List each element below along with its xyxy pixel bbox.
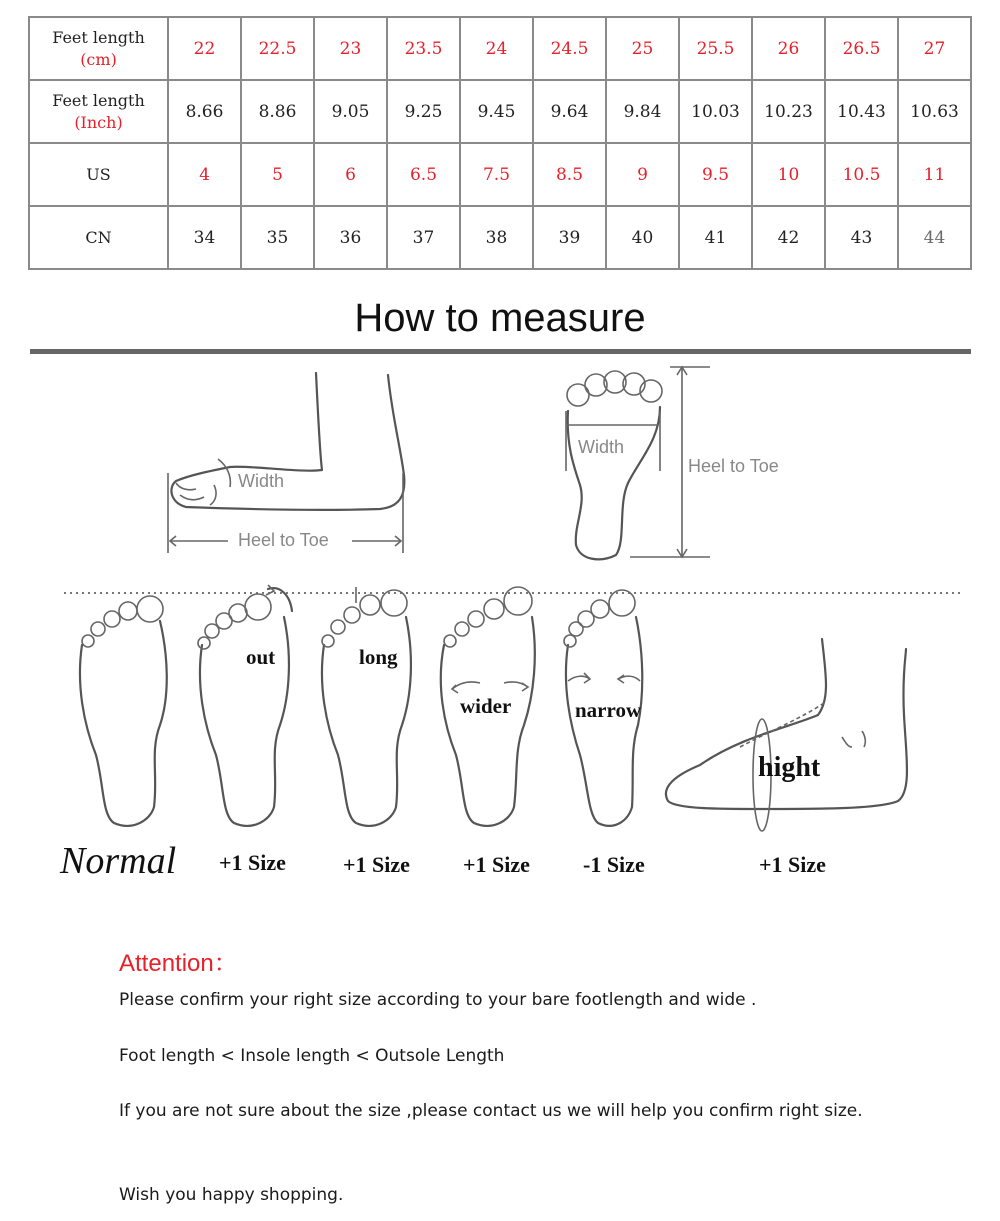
table-cell: 5: [241, 143, 314, 206]
table-cell: 9.45: [460, 80, 533, 143]
side-view-foot-illustration: [168, 373, 404, 553]
table-cell: 4: [168, 143, 241, 206]
row-header: [29, 17, 168, 80]
table-cell: 11: [898, 143, 971, 206]
table-cell: 9.25: [387, 80, 460, 143]
foot-long-illustration: [322, 587, 411, 826]
table-cell: 25: [606, 17, 679, 80]
table-cell: 35: [241, 206, 314, 269]
table-cell: 9.84: [606, 80, 679, 143]
measure-diagram: [0, 355, 1000, 900]
adjust-hight: +1 Size: [759, 852, 826, 877]
attention-note-wish: Wish you happy shopping.: [119, 1185, 344, 1205]
table-cell: 26: [752, 17, 825, 80]
table-cell: 10.63: [898, 80, 971, 143]
table-cell: 8.86: [241, 80, 314, 143]
row-header: CN: [29, 206, 168, 269]
row-header-line1: Feet length: [52, 27, 145, 47]
row-header-unit: (Inch): [74, 112, 123, 132]
row-feet-length-inch: [29, 80, 971, 143]
row-cn: [29, 206, 971, 269]
table-cell: 40: [606, 206, 679, 269]
table-cell: 27: [898, 17, 971, 80]
row-header-line1: Feet length: [52, 90, 145, 110]
foot-type-label-out: out: [246, 645, 276, 669]
row-header: US: [29, 143, 168, 206]
table-cell: 24: [460, 17, 533, 80]
table-cell: 8.5: [533, 143, 606, 206]
foot-out-illustration: [198, 585, 292, 826]
table-cell: 6: [314, 143, 387, 206]
title-divider: [30, 349, 971, 354]
table-cell: 10.5: [825, 143, 898, 206]
table-cell: 9.5: [679, 143, 752, 206]
table-cell: 38: [460, 206, 533, 269]
table-cell: 9.64: [533, 80, 606, 143]
table-cell: 8.66: [168, 80, 241, 143]
table-cell: 9: [606, 143, 679, 206]
side-width-label: Width: [238, 471, 285, 491]
table-cell: 44: [898, 206, 971, 269]
foot-type-label-narrow: narrow: [575, 698, 642, 722]
adjust-wider: +1 Size: [463, 852, 530, 877]
table-cell: 39: [533, 206, 606, 269]
table-cell: 6.5: [387, 143, 460, 206]
table-cell: 10.43: [825, 80, 898, 143]
adjust-out: +1 Size: [219, 850, 286, 875]
table-cell: 10.23: [752, 80, 825, 143]
table-cell: 7.5: [460, 143, 533, 206]
table-cell: 23.5: [387, 17, 460, 80]
attention-note-size: Please confirm your right size according to your bare footlength and wide .: [119, 990, 757, 1010]
table-cell: 23: [314, 17, 387, 80]
table-cell: 37: [387, 206, 460, 269]
table-cell: 26.5: [825, 17, 898, 80]
table-cell: 10: [752, 143, 825, 206]
table-cell: 25.5: [679, 17, 752, 80]
table-cell: 42: [752, 206, 825, 269]
attention-heading: Attention：: [119, 950, 238, 977]
foot-type-label-wider: wider: [460, 694, 512, 718]
table-cell: 34: [168, 206, 241, 269]
table-cell: 24.5: [533, 17, 606, 80]
foot-type-label-long: long: [359, 645, 398, 669]
table-cell: 22: [168, 17, 241, 80]
table-cell: 9.05: [314, 80, 387, 143]
foot-type-normal: Normal: [60, 840, 177, 882]
size-chart-table: [28, 16, 972, 270]
row-header-unit: (cm): [80, 49, 117, 69]
table-cell: 43: [825, 206, 898, 269]
table-cell: 41: [679, 206, 752, 269]
attention-note-length: Foot length < Insole length < Outsole Length: [119, 1046, 505, 1066]
sole-heel-to-toe-label: Heel to Toe: [688, 456, 779, 476]
sole-width-label: Width: [578, 437, 625, 457]
table-cell: 36: [314, 206, 387, 269]
row-feet-length-cm: [29, 17, 971, 80]
attention-note-contact: If you are not sure about the size ,please contact us we will help you confirm right size.: [119, 1101, 863, 1121]
side-heel-to-toe-label: Heel to Toe: [238, 530, 329, 550]
how-to-measure-title: How to measure: [354, 296, 646, 340]
adjust-narrow: -1 Size: [583, 852, 645, 877]
adjust-long: +1 Size: [343, 852, 410, 877]
foot-high-instep-illustration: [666, 639, 907, 831]
row-us: [29, 143, 971, 206]
row-header: [29, 80, 168, 143]
foot-normal-illustration: [80, 596, 167, 826]
foot-type-label-hight: hight: [758, 752, 821, 783]
table-cell: 10.03: [679, 80, 752, 143]
table-cell: 22.5: [241, 17, 314, 80]
sole-view-foot-illustration: [566, 367, 779, 559]
